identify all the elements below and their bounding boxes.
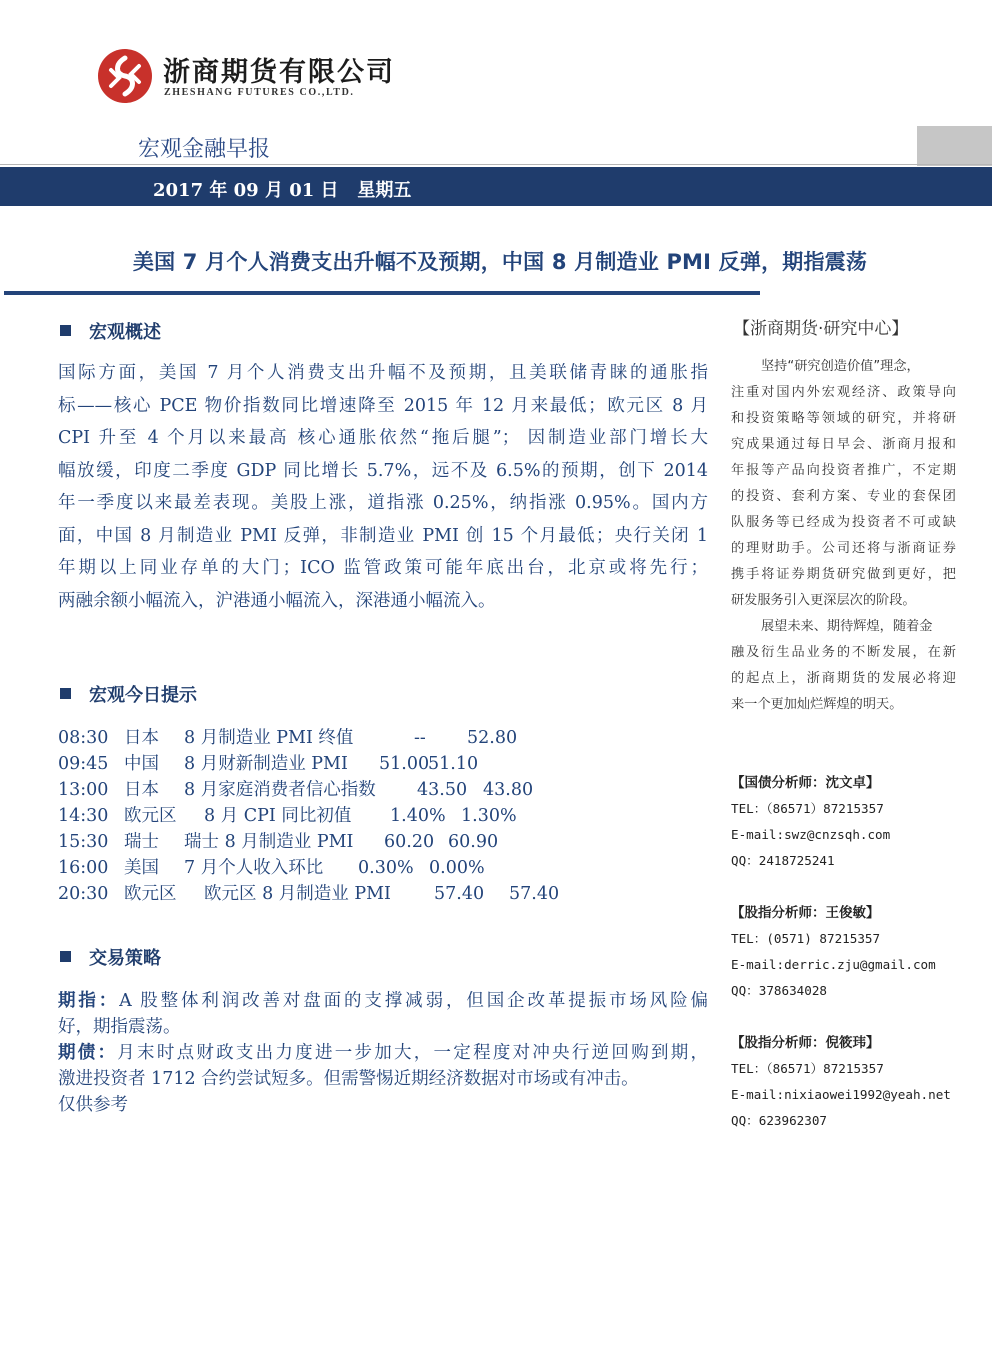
report-title: 宏观金融早报 bbox=[138, 137, 271, 162]
sidebar-outlook-line: 展望未来、期待辉煌，随着金 bbox=[761, 619, 933, 634]
schedule-previous: 43.80 bbox=[483, 780, 534, 800]
overview-line: 面，中国 8 月制造业 PMI 反弹，非制造业 PMI 创 15 个月最低；央行关闭 1 bbox=[58, 525, 708, 546]
analyst-tel: TEL：（86571）87215357 bbox=[731, 1061, 884, 1076]
sidebar-outlook-line: 的起点上，浙商期货的发展必将迎 bbox=[731, 671, 956, 686]
section-today-heading bbox=[60, 681, 197, 707]
overview-line: 年期以上同业存单的大门；ICO 监管政策可能年底出台，北京或将先行； bbox=[58, 558, 708, 578]
section-today-title: 宏观今日提示 bbox=[89, 685, 197, 706]
analyst-email[interactable]: E-mail:derric.zju@gmail.com bbox=[731, 957, 936, 972]
strategy-bond-line bbox=[58, 1040, 708, 1066]
overview-line: 年一季度以来最差表现。美股上涨，道指涨 0.25%，纳指涨 0.95%。国内方 bbox=[58, 493, 708, 513]
schedule-event: 8 月家庭消费者信心指数 bbox=[184, 780, 376, 800]
sidebar-intro-line: 队服务等已经成为投资者不可或缺 bbox=[731, 515, 956, 530]
schedule-region: 瑞士 bbox=[124, 832, 159, 852]
strategy-bond-text: 月末时点财政支出力度进一步加大，一定程度对冲央行逆回购到期， bbox=[117, 1043, 708, 1063]
analyst-email[interactable]: E-mail:swz@cnzsqh.com bbox=[731, 827, 891, 842]
schedule-forecast: 1.40% bbox=[390, 806, 446, 826]
company-logo bbox=[97, 48, 153, 104]
section-overview-heading bbox=[60, 318, 161, 344]
sidebar-title: 【浙商期货·研究中心】 bbox=[733, 319, 909, 339]
overview-line: CPI 升至 4 个月以来最高 核心通胀依然“拖后腿”； 因制造业部门增长大 bbox=[58, 428, 708, 448]
headline-rule bbox=[4, 291, 760, 295]
analyst-heading: 【国债分析师：沈文卓】 bbox=[731, 775, 880, 791]
schedule-time: 13:00 bbox=[58, 780, 109, 800]
schedule-previous: 51.10 bbox=[428, 754, 479, 774]
schedule-forecast: 60.20 bbox=[384, 832, 435, 852]
strategy-bond-line: 激进投资者 1712 合约尝试短多。但需警惕近期经济数据对市场或有冲击。 bbox=[58, 1069, 639, 1089]
schedule-event: 8 月制造业 PMI 终值 bbox=[184, 728, 354, 748]
schedule-previous: 52.80 bbox=[467, 728, 518, 748]
sidebar-intro-line: 的投资、套利方案、专业的套保团 bbox=[731, 489, 956, 504]
schedule-time: 14:30 bbox=[58, 806, 109, 826]
sidebar-intro bbox=[731, 354, 956, 614]
schedule-previous: 57.40 bbox=[509, 884, 560, 904]
analyst-tel: TEL：（86571）87215357 bbox=[731, 801, 884, 816]
schedule-time: 16:00 bbox=[58, 858, 109, 878]
sidebar-outlook bbox=[731, 614, 956, 718]
analyst-tel: TEL：(0571) 87215357 bbox=[731, 931, 881, 946]
sidebar-intro-line: 携手将证券期货研究做到更好，把 bbox=[731, 567, 956, 582]
schedule-region: 欧元区 bbox=[124, 806, 177, 826]
strategy-index-text: A 股整体利润改善对盘面的支撑减弱，但国企改革提振市场风险偏 bbox=[119, 991, 709, 1011]
schedule-event: 欧元区 8 月制造业 PMI bbox=[204, 884, 391, 904]
date-bar bbox=[0, 167, 992, 206]
section-strategy-heading bbox=[60, 944, 161, 970]
analyst-qq: QQ：623962307 bbox=[731, 1113, 827, 1128]
schedule-forecast: 57.40 bbox=[434, 884, 485, 904]
schedule-event: 8 月财新制造业 PMI bbox=[184, 754, 348, 774]
strategy-index-line: 好，期指震荡。 bbox=[58, 1017, 181, 1037]
strategy-bond-line: 仅供参考 bbox=[58, 1095, 128, 1115]
schedule-region: 中国 bbox=[124, 754, 159, 774]
schedule-forecast: 43.50 bbox=[417, 780, 468, 800]
sidebar-intro-line: 的理财助手。公司还将与浙商证券 bbox=[731, 541, 956, 556]
overview-line: 幅放缓，印度二季度 GDP 同比增长 5.7%，远不及 6.5%的预期，创下 2014 bbox=[58, 460, 708, 481]
section-strategy-title: 交易策略 bbox=[89, 948, 161, 969]
sidebar-intro-line: 和投资策略等领域的研究，并将研 bbox=[731, 411, 956, 426]
schedule-event: 7 月个人收入环比 bbox=[184, 858, 324, 878]
sidebar-intro-line: 年报等产品向投资者推广，不定期 bbox=[731, 463, 956, 478]
schedule-time: 15:30 bbox=[58, 832, 109, 852]
strategy-block bbox=[58, 988, 708, 1118]
schedule-event: 8 月 CPI 同比初值 bbox=[204, 806, 352, 826]
header-divider bbox=[0, 164, 992, 165]
overview-paragraph bbox=[58, 357, 708, 617]
schedule-forecast: -- bbox=[414, 728, 426, 748]
overview-line: 两融余额小幅流入，沪港通小幅流入，深港通小幅流入。 bbox=[58, 590, 496, 611]
header-gray-block bbox=[917, 126, 992, 166]
schedule-region: 欧元区 bbox=[124, 884, 177, 904]
overview-line: 标——核心 PCE 物价指数同比增速降至 2015 年 12 月来最低；欧元区 8 月 bbox=[58, 395, 708, 416]
schedule-forecast: 0.30% bbox=[358, 858, 414, 878]
section-bullet-icon bbox=[60, 688, 71, 699]
sidebar-outlook-line: 融及衍生品业务的不断发展，在新 bbox=[731, 645, 956, 660]
schedule-previous: 1.30% bbox=[461, 806, 517, 826]
schedule-region: 日本 bbox=[124, 780, 159, 800]
section-overview-title: 宏观概述 bbox=[89, 322, 161, 343]
strategy-index-line bbox=[58, 988, 708, 1014]
schedule-time: 08:30 bbox=[58, 728, 109, 748]
schedule-region: 美国 bbox=[124, 858, 159, 878]
report-date bbox=[153, 176, 411, 202]
overview-line: 国际方面，美国 7 月个人消费支出升幅不及预期，且美联储青睐的通胀指 bbox=[58, 363, 708, 383]
schedule-forecast: 51.00 bbox=[379, 754, 430, 774]
company-name-en: ZHESHANG FUTURES CO.,LTD. bbox=[164, 87, 355, 98]
analyst-qq: QQ：378634028 bbox=[731, 983, 827, 998]
schedule-region: 日本 bbox=[124, 728, 159, 748]
schedule-time: 20:30 bbox=[58, 884, 109, 904]
analyst-heading: 【股指分析师：王俊敏】 bbox=[731, 905, 880, 921]
sidebar-intro-line: 究成果通过每日早会、浙商月报和 bbox=[731, 437, 956, 452]
sidebar-intro-line: 注重对国内外宏观经济、政策导向 bbox=[731, 385, 956, 400]
analyst-heading: 【股指分析师：倪筱玮】 bbox=[731, 1035, 880, 1051]
analyst-qq: QQ：2418725241 bbox=[731, 853, 835, 868]
schedule-time: 09:45 bbox=[58, 754, 109, 774]
strategy-bond-label: 期债： bbox=[58, 1043, 118, 1063]
analyst-card bbox=[731, 770, 971, 874]
section-bullet-icon bbox=[60, 951, 71, 962]
section-bullet-icon bbox=[60, 325, 71, 336]
sidebar-intro-line: 坚持“研究创造价值”理念， bbox=[761, 359, 920, 374]
analyst-card bbox=[731, 1030, 971, 1134]
report-weekday: 星期五 bbox=[357, 180, 412, 201]
schedule-previous: 0.00% bbox=[429, 858, 485, 878]
strategy-index-label: 期指： bbox=[58, 991, 120, 1011]
headline: 美国 7 月个人消费支出升幅不及预期，中国 8 月制造业 PMI 反弹，期指震荡 bbox=[132, 250, 868, 274]
report-date-value: 2017 年 09 月 01 日 bbox=[153, 180, 339, 201]
schedule-previous: 60.90 bbox=[448, 832, 499, 852]
company-name-cn: 浙商期货有限公司 bbox=[163, 57, 395, 88]
sidebar-intro-line: 研发服务引入更深层次的阶段。 bbox=[731, 593, 916, 608]
schedule-event: 瑞士 8 月制造业 PMI bbox=[184, 832, 354, 852]
sidebar-outlook-line: 来一个更加灿烂辉煌的明天。 bbox=[731, 697, 903, 712]
analyst-card bbox=[731, 900, 971, 1004]
analyst-email[interactable]: E-mail:nixiaowei1992@yeah.net bbox=[731, 1087, 951, 1102]
